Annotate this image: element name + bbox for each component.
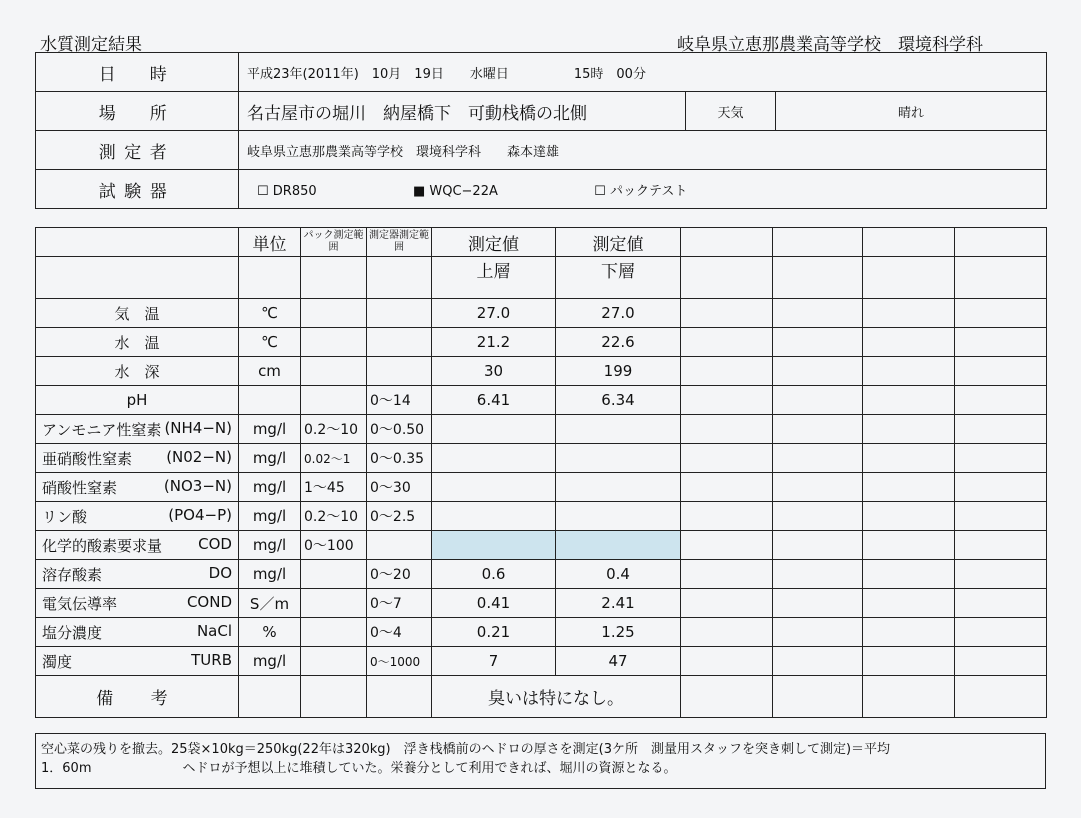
weather-value: 晴れ (776, 92, 1047, 131)
empty-cell (681, 589, 773, 618)
header-row (36, 228, 1047, 257)
empty-cell (955, 647, 1047, 676)
pack-range-cell: 0.02〜1 (301, 444, 367, 473)
table-row (36, 647, 1047, 676)
unit-cell: mg/l (239, 444, 301, 473)
empty-cell (863, 589, 955, 618)
empty-cell (681, 560, 773, 589)
empty-cell (955, 386, 1047, 415)
unit-cell (239, 386, 301, 415)
empty-cell (773, 647, 863, 676)
empty-cell (681, 444, 773, 473)
pack-range-cell (301, 589, 367, 618)
instrument-label: 試験器 (36, 170, 239, 209)
table-row (36, 299, 1047, 328)
meter-range-cell: 0〜20 (367, 560, 432, 589)
lower-value-cell (556, 444, 681, 473)
meter-range-cell: 0〜0.50 (367, 415, 432, 444)
empty-cell (955, 415, 1047, 444)
meter-range-cell (367, 531, 432, 560)
pack-range-cell (301, 299, 367, 328)
unit-cell: ℃ (239, 299, 301, 328)
upper-value-cell (432, 531, 556, 560)
upper-value-cell: 21.2 (432, 328, 556, 357)
parameter-name (36, 618, 239, 647)
table-row (36, 328, 1047, 357)
parameter-label: アンモニア性窒素 (42, 420, 162, 439)
lower-value-cell: 6.34 (556, 386, 681, 415)
pack-range-cell (301, 647, 367, 676)
remarks-value: 臭いは特になし。 (432, 676, 681, 718)
upper-value-cell (432, 444, 556, 473)
empty-cell (955, 618, 1047, 647)
empty-cell (773, 357, 863, 386)
unit-cell: mg/l (239, 531, 301, 560)
checkbox-checked-icon: ■ (412, 183, 426, 199)
unit-cell: mg/l (239, 647, 301, 676)
unit-cell: mg/l (239, 560, 301, 589)
parameter-code: (NH4−N) (164, 418, 232, 437)
table-row (36, 502, 1047, 531)
parameter-label: 水 深 (114, 362, 160, 381)
empty-cell (955, 328, 1047, 357)
place-label: 場 所 (36, 92, 239, 131)
empty-cell (681, 531, 773, 560)
empty-cell (681, 386, 773, 415)
pack-range-cell: 0〜100 (301, 531, 367, 560)
empty-cell (863, 299, 955, 328)
meter-range-cell: 0〜0.35 (367, 444, 432, 473)
school-name: 岐阜県立恵那農業高等学校 環境科学科 (677, 35, 983, 55)
notes-line-2: 1．60m ヘドロが予想以上に堆積していた。栄養分として利用できれば、堀川の資源となる。 (41, 761, 677, 776)
instrument-packtest: パックテスト (609, 183, 688, 199)
parameter-label: 化学的酸素要求量 (42, 536, 163, 555)
empty-cell (773, 531, 863, 560)
checkbox-icon: ☐ (594, 183, 606, 199)
remarks-label: 備 考 (36, 676, 239, 718)
parameter-code: COD (198, 534, 232, 553)
unit-cell: cm (239, 357, 301, 386)
checkbox-icon: ☐ (257, 183, 269, 199)
meter-range-cell: 0〜2.5 (367, 502, 432, 531)
parameter-name (36, 415, 239, 444)
lower-value-cell (556, 502, 681, 531)
lower-layer-label: 下層 (556, 257, 681, 299)
empty-cell (955, 502, 1047, 531)
empty-cell (773, 299, 863, 328)
meter-range-cell: 0〜14 (367, 386, 432, 415)
lower-value-cell: 1.25 (556, 618, 681, 647)
pack-range-cell (301, 560, 367, 589)
empty-cell (863, 618, 955, 647)
empty-cell (773, 473, 863, 502)
parameter-code: (N02−N) (166, 447, 232, 466)
empty-cell (863, 531, 955, 560)
parameter-name (36, 357, 239, 386)
empty-cell (773, 444, 863, 473)
table-row (36, 444, 1047, 473)
pack-range-cell (301, 386, 367, 415)
upper-value-cell (432, 415, 556, 444)
info-table (35, 52, 1047, 209)
empty-cell (681, 415, 773, 444)
upper-value-cell: 27.0 (432, 299, 556, 328)
empty-cell (773, 502, 863, 531)
empty-cell (681, 473, 773, 502)
remarks-row (36, 676, 1047, 718)
parameter-code: (PO4−P) (168, 505, 232, 524)
meter-range-cell (367, 328, 432, 357)
lower-value-cell (556, 415, 681, 444)
parameter-name (36, 589, 239, 618)
upper-layer-label: 上層 (432, 257, 556, 299)
table-row (36, 473, 1047, 502)
parameter-code: TURB (191, 650, 232, 669)
lower-value-cell (556, 473, 681, 502)
empty-cell (863, 502, 955, 531)
lower-value-cell: 2.41 (556, 589, 681, 618)
measurement-rows (36, 299, 1047, 676)
parameter-label: 水 温 (114, 333, 160, 352)
unit-cell: % (239, 618, 301, 647)
empty-cell (863, 415, 955, 444)
empty-cell (863, 473, 955, 502)
meter-range-cell (367, 299, 432, 328)
parameter-name (36, 473, 239, 502)
upper-value-cell (432, 473, 556, 502)
empty-cell (955, 531, 1047, 560)
empty-cell (773, 560, 863, 589)
empty-cell (681, 618, 773, 647)
table-row (36, 560, 1047, 589)
parameter-label: pH (126, 391, 148, 409)
parameter-label: 塩分濃度 (42, 623, 103, 642)
empty-cell (681, 502, 773, 531)
meter-range-cell: 0〜1000 (367, 647, 432, 676)
table-row (36, 589, 1047, 618)
parameter-code: (NO3−N) (163, 476, 232, 495)
weather-label: 天気 (686, 92, 776, 131)
empty-cell (955, 357, 1047, 386)
unit-cell: S／m (239, 589, 301, 618)
empty-cell (955, 560, 1047, 589)
layer-row (36, 257, 1047, 299)
empty-cell (863, 357, 955, 386)
notes-line-1: 空心菜の残りを撤去。25袋×10kg＝250kg(22年は320kg) 浮き栈橋前のヘドロの厚さを測定(3ケ所 測量用スタッフを突き刺して測定)＝平均 (41, 742, 891, 757)
document-title: 水質測定結果 (40, 35, 142, 55)
empty-cell (863, 386, 955, 415)
upper-value-cell: 6.41 (432, 386, 556, 415)
instrument-row (36, 170, 1047, 209)
lower-value-cell: 199 (556, 357, 681, 386)
pack-range-cell (301, 618, 367, 647)
empty-cell (955, 473, 1047, 502)
lower-value-cell (556, 531, 681, 560)
empty-cell (681, 357, 773, 386)
pack-range-cell: 0.2〜10 (301, 415, 367, 444)
empty-cell (863, 647, 955, 676)
meter-range-cell: 0〜7 (367, 589, 432, 618)
empty-cell (863, 560, 955, 589)
measurement-table (35, 227, 1047, 718)
table-row (36, 415, 1047, 444)
datetime-value: 平成23年(2011年) 10月 19日 水曜日 15時 00分 (239, 53, 1047, 92)
unit-cell: mg/l (239, 415, 301, 444)
lower-value-cell: 22.6 (556, 328, 681, 357)
parameter-name (36, 444, 239, 473)
parameter-name (36, 386, 239, 415)
meter-range-cell: 0〜30 (367, 473, 432, 502)
datetime-row (36, 53, 1047, 92)
empty-cell (773, 618, 863, 647)
unit-cell: mg/l (239, 473, 301, 502)
value-header-lower: 測定値 (556, 228, 681, 257)
parameter-name (36, 647, 239, 676)
parameter-label: 濁度 (42, 652, 73, 671)
parameter-name (36, 328, 239, 357)
parameter-label: 亜硝酸性窒素 (42, 449, 133, 468)
parameter-label: 硝酸性窒素 (42, 478, 118, 497)
notes-box (35, 733, 1046, 789)
table-row (36, 386, 1047, 415)
meter-range-cell (367, 357, 432, 386)
parameter-name (36, 531, 239, 560)
table-row (36, 618, 1047, 647)
unit-cell: ℃ (239, 328, 301, 357)
parameter-label: 気 温 (114, 304, 160, 323)
table-row (36, 357, 1047, 386)
instrument-dr850: DR850 (272, 183, 317, 199)
lower-value-cell: 47 (556, 647, 681, 676)
empty-cell (681, 299, 773, 328)
parameter-code: NaCl (196, 621, 232, 640)
empty-cell (773, 589, 863, 618)
pack-range-cell (301, 328, 367, 357)
empty-cell (773, 386, 863, 415)
empty-cell (863, 444, 955, 473)
pack-range-cell: 1〜45 (301, 473, 367, 502)
parameter-code: COND (186, 592, 232, 611)
pack-range-cell: 0.2〜10 (301, 502, 367, 531)
lower-value-cell: 0.4 (556, 560, 681, 589)
instrument-list (239, 170, 1047, 209)
empty-cell (955, 444, 1047, 473)
parameter-label: リン酸 (42, 507, 88, 526)
instrument-wqc22a: WQC−22A (429, 183, 498, 199)
place-row (36, 92, 1047, 131)
unit-cell: mg/l (239, 502, 301, 531)
empty-cell (863, 328, 955, 357)
meter-range-cell: 0〜4 (367, 618, 432, 647)
upper-value-cell: 7 (432, 647, 556, 676)
meter-range-header: 測定器測定範囲 (367, 228, 432, 257)
measurer-row (36, 131, 1047, 170)
unit-header: 単位 (239, 228, 301, 257)
parameter-name (36, 299, 239, 328)
empty-cell (773, 328, 863, 357)
place-value: 名古屋市の堀川 納屋橋下 可動栈橋の北側 (239, 92, 686, 131)
lower-value-cell: 27.0 (556, 299, 681, 328)
empty-cell (955, 589, 1047, 618)
upper-value-cell: 0.41 (432, 589, 556, 618)
parameter-code: DO (208, 563, 232, 582)
upper-value-cell: 0.6 (432, 560, 556, 589)
table-row (36, 531, 1047, 560)
empty-cell (681, 647, 773, 676)
upper-value-cell: 30 (432, 357, 556, 386)
value-header-upper: 測定値 (432, 228, 556, 257)
empty-cell (681, 328, 773, 357)
pack-range-cell (301, 357, 367, 386)
upper-value-cell: 0.21 (432, 618, 556, 647)
parameter-label: 溶存酸素 (42, 565, 103, 584)
parameter-name (36, 502, 239, 531)
parameter-name (36, 560, 239, 589)
pack-range-header: パック測定範囲 (301, 228, 367, 257)
measurer-value: 岐阜県立恵那農業高等学校 環境科学科 森本達雄 (239, 131, 1047, 170)
parameter-label: 電気伝導率 (42, 594, 118, 613)
empty-cell (955, 299, 1047, 328)
datetime-label: 日 時 (36, 53, 239, 92)
measurer-label: 測定者 (36, 131, 239, 170)
upper-value-cell (432, 502, 556, 531)
empty-cell (773, 415, 863, 444)
